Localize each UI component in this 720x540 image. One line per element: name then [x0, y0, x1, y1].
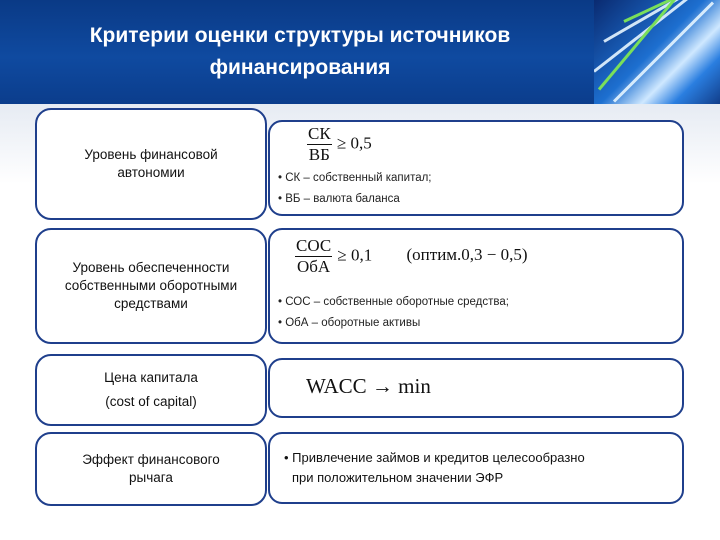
formula-wacc: WACC → min: [306, 374, 431, 398]
definition-item: • ВБ – валюта баланса: [278, 189, 432, 210]
conclusion-line: Привлечение займов и кредитов целесообразно: [292, 450, 585, 465]
formula-relation: ≥ 0,1: [337, 245, 373, 265]
definitions-list: [278, 168, 432, 210]
formula-numerator: СК: [308, 124, 331, 143]
criterion-label: Уровень обеспеченности собственными оборотными средствами: [64, 260, 238, 311]
formula-numerator: СОС: [296, 236, 332, 255]
criterion-row-working-capital: [0, 228, 720, 346]
decorative-light-streaks-image: [594, 0, 720, 118]
formula-denominator: ОбА: [296, 257, 331, 276]
formula-denominator: ВБ: [308, 145, 330, 164]
criterion-conclusion-box: [268, 432, 684, 504]
criterion-formula-box: [268, 120, 684, 216]
criterion-label-box: [35, 354, 267, 426]
criterion-row-autonomy: [0, 108, 720, 222]
conclusion-text: • Привлечение займов и кредитов целесообразно при положительном значении ЭФР: [284, 448, 585, 488]
criterion-sublabel: (cost of capital): [105, 394, 197, 409]
slide-title: Критерии оценки структуры источников финансирования: [89, 24, 511, 79]
criterion-label-box: [35, 228, 267, 344]
formula-working-capital: [294, 236, 528, 277]
criterion-label: Уровень финансовой автономии: [84, 147, 218, 180]
definition-item: • СК – собственный капитал;: [278, 168, 432, 189]
conclusion-line: при положительном значении ЭФР: [292, 470, 504, 485]
criterion-row-cost-of-capital: [0, 354, 720, 426]
criterion-row-financial-leverage: [0, 432, 720, 506]
definition-item: • СОС – собственные оборотные средства;: [278, 292, 509, 313]
criterion-label: Цена капитала: [104, 370, 198, 385]
criterion-label: Эффект финансового рычага: [82, 452, 220, 485]
criterion-formula-box: [268, 358, 684, 418]
formula-relation: ≥ 0,5: [336, 133, 372, 153]
criterion-formula-box: [268, 228, 684, 344]
criterion-label-box: [35, 108, 267, 220]
formula-autonomy: [306, 124, 372, 165]
definitions-list: [278, 292, 509, 334]
formula-note: (оптим.0,3 − 0,5): [406, 245, 528, 265]
criterion-label-box: [35, 432, 267, 506]
definition-item: • ОбА – оборотные активы: [278, 313, 509, 334]
